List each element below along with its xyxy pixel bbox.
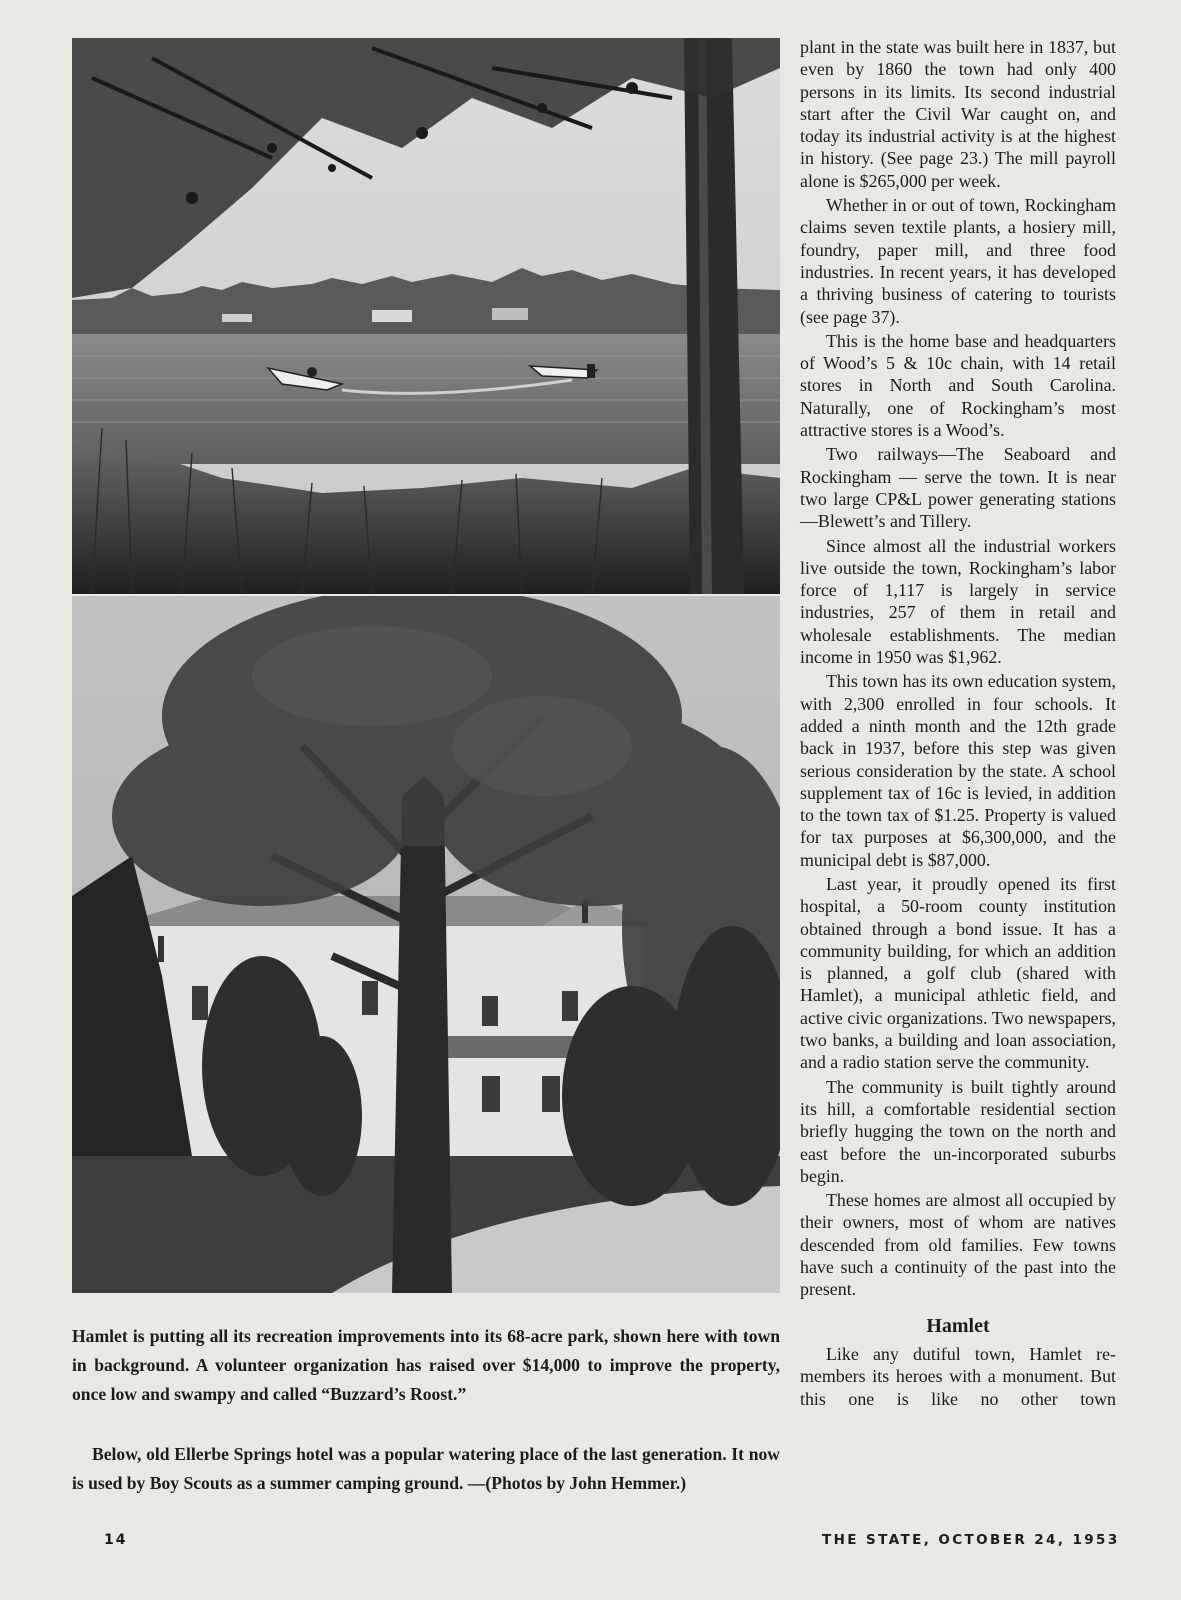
photo-caption-hotel: Below, old Ellerbe Springs hotel was a popular watering place of the last generation. It now is used by Boy Scouts as a summer camping ground. —(Photos by John Hemmer.) xyxy=(72,1444,780,1493)
article-paragraph-hamlet: Like any dutiful town, Hamlet remembers its heroes with a monument. But this one is like no other town xyxy=(800,1343,1116,1409)
photo-ellerbe-springs-hotel xyxy=(72,596,780,1293)
article-paragraph-3: This is the home base and headquarters of Wood’s 5 & 10c chain, with 14 retail stores in North and South Carolina. Naturally, one of Rockingham’s most attractive stores is a Wood’s. xyxy=(800,330,1116,441)
article-paragraph-6: This town has its own education system, with 2,300 enrolled in four schools. It added a ninth month and the 12th grade back in 1937, before this step was given serious consideration by the state. A school supplement tax of 16c is levied, in addition to the town tax of $1.25. Property is valued for tax purposes at $6,300,000, and the municipal debt is $87,000. xyxy=(800,671,1116,870)
article-paragraph-9: These homes are almost all occupied by their owners, most of whom are natives descended from old families. Few towns have such a continuity of the past into the present. xyxy=(800,1190,1116,1300)
page-number: 14 xyxy=(104,1532,128,1548)
article-paragraph-8: The community is built tightly around its hill, a comfortable residential section briefly hugging the town on the north and east before the un-incorporated suburbs begin. xyxy=(800,1076,1116,1186)
photo-lake-park xyxy=(72,38,780,594)
footer-masthead: THE STATE, OCTOBER 24, 1953 xyxy=(822,1532,1120,1548)
lake-photo-illustration xyxy=(72,38,780,594)
article-column xyxy=(800,36,1116,1410)
article-paragraph-7: Last year, it proudly opened its first hospital, a 50-room county institution obtained through a bond issue. It has a community building, for which an addition is planned, a golf club (shared with Hamlet), a municipal athletic field, and active civic organizations. Two newspapers, two banks, a building and loan association, and a radio station serve the community. xyxy=(800,873,1116,1073)
article-paragraph-5: Since almost all the industrial workers live outside the town, Rockingham’s labor force of 1,117 is largely in service industries, 257 of them in retail and wholesale establishments. The median income in 1950 was $1,962. xyxy=(800,535,1116,668)
article-paragraph-2: Whether in or out of town, Rockingham claims seven textile plants, a hosiery mill, foundry, paper mill, and three food industries. In recent years, it has developed a thriving business of catering to tourists (see page 37). xyxy=(800,195,1116,327)
hotel-photo-illustration xyxy=(72,596,780,1293)
section-heading-hamlet: Hamlet xyxy=(926,1314,990,1337)
photo-caption-park: Hamlet is putting all its recreation improvements into its 68-acre park, shown here with town in background. A volunteer organization has raised over $14,000 to improve the property, once low and swampy and called “Buzzard’s Roost.” xyxy=(72,1326,780,1404)
article-paragraph-4: Two railways—The Seaboard and Rockingham — serve the town. It is near two large CP&L power generating stations—Blewett’s and Tillery. xyxy=(800,444,1116,532)
article-paragraph-1: plant in the state was built here in 1837, but even by 1860 the town had only 400 persons in its limits. Its second industrial start after the Civil War caught on, and today its industrial activity is at the highest in history. (See page 23.) The mill payroll alone is $265,000 per week. xyxy=(800,37,1116,191)
